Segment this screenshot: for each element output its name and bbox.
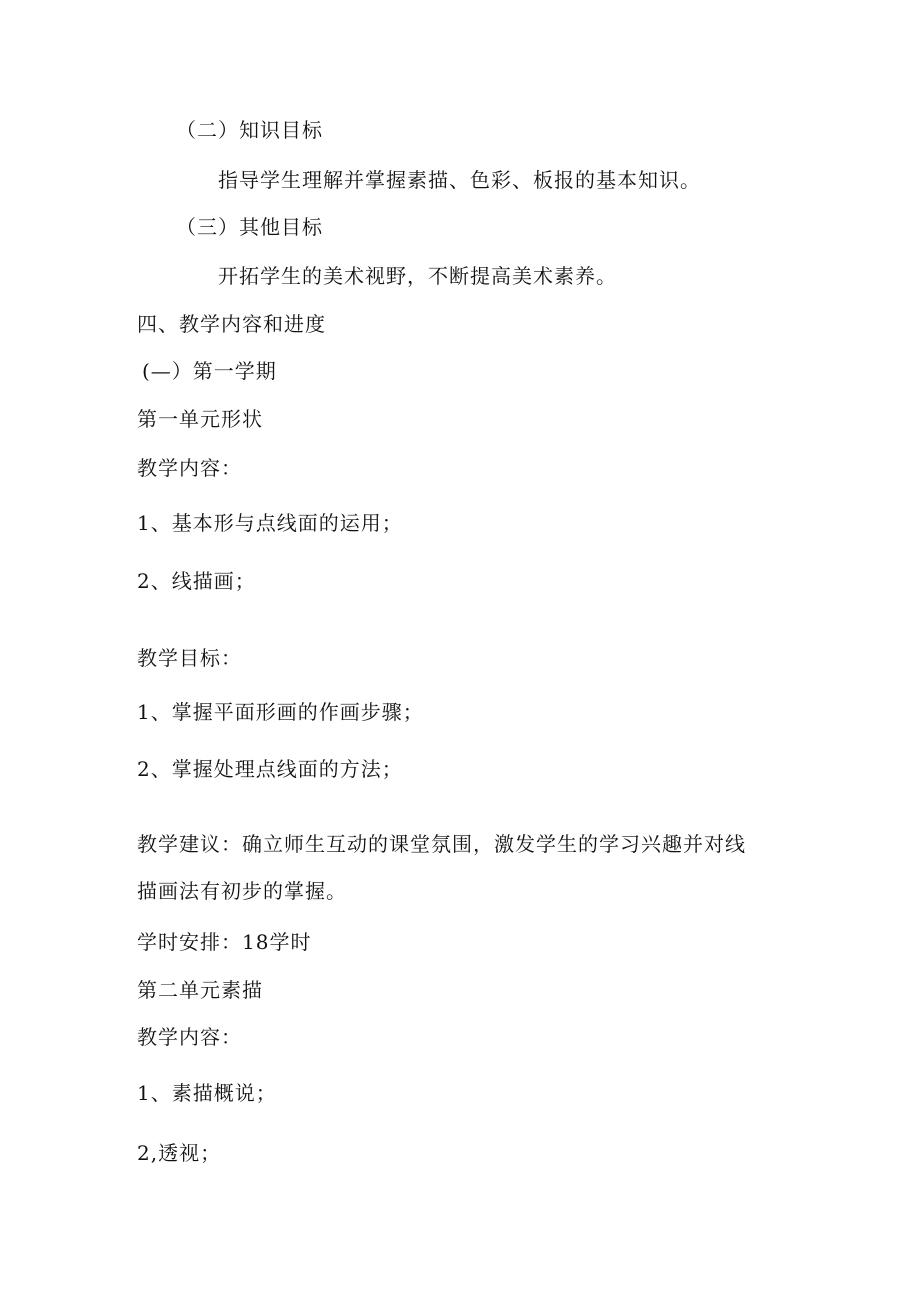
list-item: 2、线描画； [137,569,256,593]
label-hours: 学时安排：18学时 [137,930,312,954]
paragraph-other-goals: 开拓学生的美术视野，不断提高美术素养。 [218,264,617,288]
paragraph-teaching-suggestion-cont: 描画法有初步的掌握。 [137,879,347,903]
paragraph-knowledge-goals: 指导学生理解并掌握素描、色彩、板报的基本知识。 [218,168,701,192]
section-heading-content-progress: 四、教学内容和进度 [137,312,326,336]
label-teaching-content: 教学内容： [137,1025,242,1049]
unit-heading-shapes: 第一单元形状 [137,407,263,431]
paragraph-teaching-suggestion: 教学建议：确立师生互动的课堂氛围，激发学生的学习兴趣并对线 [137,832,746,856]
list-item: 1、基本形与点线面的运用； [137,511,403,535]
list-item: 1、掌握平面形画的作画步骤； [137,700,424,724]
list-item: 1、素描概说； [137,1081,277,1105]
list-item: 2,透视； [137,1141,222,1165]
list-item: 2、掌握处理点线面的方法； [137,757,403,781]
subheading-first-semester: (—）第一学期 [142,359,277,383]
label-teaching-content: 教学内容： [137,456,242,480]
unit-heading-sketch: 第二单元素描 [137,978,263,1002]
label-teaching-goals: 教学目标： [137,646,242,670]
section-heading-knowledge-goals: （二）知识目标 [176,118,323,142]
section-heading-other-goals: （三）其他目标 [176,215,323,239]
